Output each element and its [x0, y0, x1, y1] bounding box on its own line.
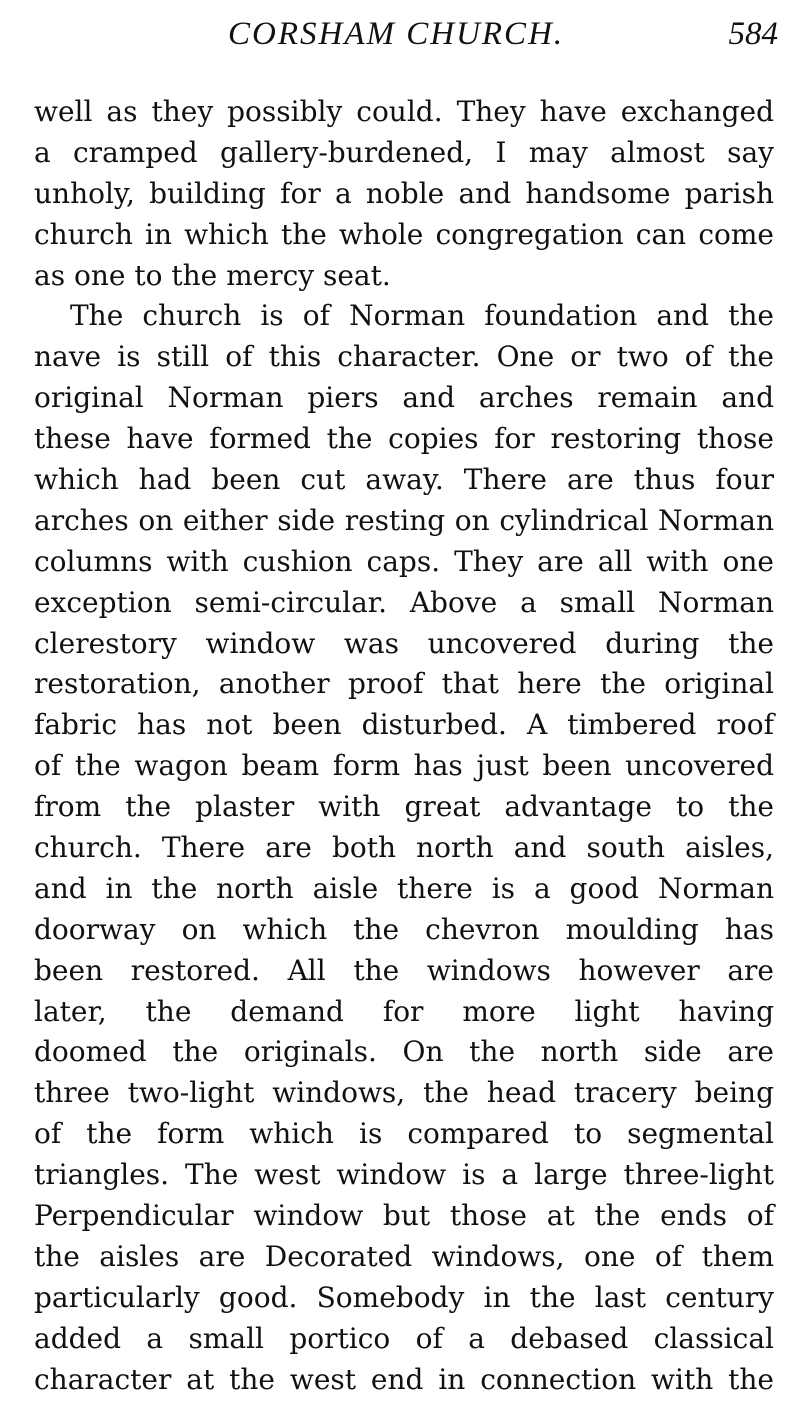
text-line: a cramped gallery-burdened, I may almost say: [34, 135, 774, 169]
text-line: original Norman piers and arches remain and: [34, 381, 774, 415]
text-line: of the form which is compared to segmental: [34, 1117, 774, 1151]
text-line: as one to the mercy seat.: [34, 258, 391, 292]
text-line: arches on either side resting on cylindrical Norman: [34, 503, 774, 537]
page-number: 584: [728, 16, 778, 52]
text-line: particularly good. Somebody in the last century: [34, 1280, 774, 1314]
text-line: been restored. All the windows however are: [34, 953, 774, 987]
text-line: these have formed the copies for restoring those: [34, 422, 774, 456]
text-line: character at the west end in connection with the: [34, 1362, 774, 1396]
text-line: well as they possibly could. They have exchanged: [34, 95, 774, 128]
running-title: CORSHAM CHURCH.: [228, 16, 565, 52]
text-line: exception semi-circular. Above a small Norman: [34, 585, 774, 619]
text-line: later, the demand for more light having: [34, 994, 774, 1028]
paragraph-first-line: The church is of Norman foundation and the: [70, 299, 774, 333]
text-line: restoration, another proof that here the original: [34, 667, 774, 701]
text-line: church. There are both north and south aisles,: [34, 831, 774, 865]
text-line: from the plaster with great advantage to the: [34, 790, 774, 824]
text-line: nave is still of this character. One or two of the: [34, 340, 774, 374]
body-text: [34, 92, 774, 1401]
text-line: of the wagon beam form has just been uncovered: [34, 749, 774, 783]
text-line: church in which the whole congregation can come: [34, 217, 774, 251]
text-line: columns with cushion caps. They are all with one: [34, 544, 774, 578]
text-line: triangles. The west window is a large three-light: [34, 1158, 774, 1192]
text-line: doorway on which the chevron moulding has: [34, 912, 774, 946]
text-line: fabric has not been disturbed. A timbered roof: [34, 708, 774, 742]
text-line: Perpendicular window but those at the ends of: [34, 1199, 774, 1233]
text-line: and in the north aisle there is a good Norman: [34, 871, 774, 905]
text-line: the aisles are Decorated windows, one of them: [34, 1239, 774, 1273]
text-line: unholy, building for a noble and handsome parish: [34, 176, 774, 210]
running-head: [0, 16, 800, 60]
text-line: doomed the originals. On the north side are: [34, 1035, 774, 1069]
text-line: which had been cut away. There are thus four: [34, 463, 774, 497]
text-line: added a small portico of a debased classical: [34, 1321, 774, 1355]
text-line: three two-light windows, the head tracery being: [34, 1076, 774, 1110]
text-line: clerestory window was uncovered during the: [34, 626, 774, 660]
